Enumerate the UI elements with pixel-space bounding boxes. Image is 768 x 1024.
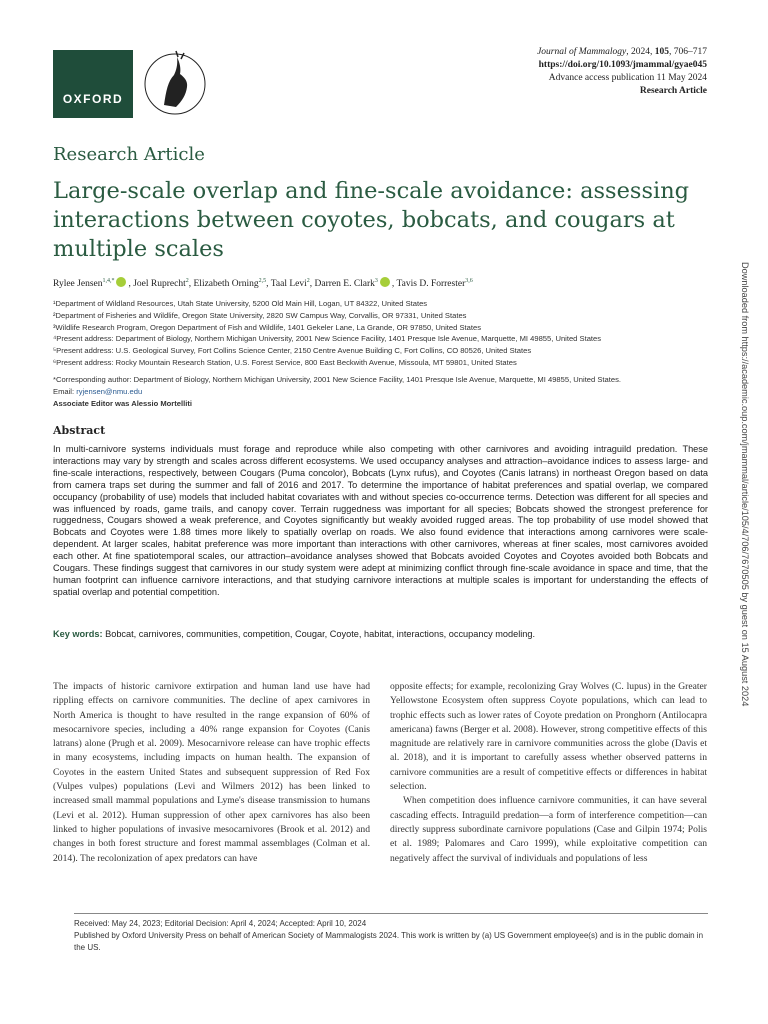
author-name: Rylee Jensen [53,279,103,290]
journal-meta [367,46,707,98]
affiliation-line: ²Department of Fisheries and Wildlife, Oregon State University, 2820 SW Campus Way, Corvallis, OR 97331, United States [53,310,467,320]
author-separator: , [391,279,397,290]
author-name: Elizabeth Orning [193,279,259,290]
doi-link[interactable]: https://doi.org/10.1093/jmammal/gyae045 [538,60,707,70]
abstract-text: In multi-carnivore systems individuals must forage and reproduce while also competing with other carnivores and avoiding intraguild predation. These interactions may vary by strength and scales across different ecosystems. We used occupancy analyses and attraction–avoidance indices to assess large- and fine-scale interactions, respectively, between Cougars (Puma concolor), Bobcats (Lynx rufus), and Coyotes (Canis latrans) in northeast Oregon based on data from camera traps set during the summer and fall of 2016 and 2017. To determine the importance of habitat preferences and spatial overlap, we compared occupancy (probability of use) models that included habitat covariates with and without species co-occurrence terms. Detection was different for all species and was influenced by roads, game trails, and canopy cover. Terrain ruggedness was important for all species; Bobcats showed the strongest preference for ruggedness, Cougars showed a weak preference, and Coyotes significantly but weakly avoided rugged areas. The top probability of use model showed that Bobcats and Coyotes were 1.88 times more likely to spatially overlap on roads. We also found evidence that interactions among carnivores were scale-dependent. At larger scales, habitat preference was more important than interactions with other carnivores, whereas at finer scales, most carnivores avoided each other. At fine spatiotemporal scales, our attraction–avoidance analyses showed that Bobcats avoided Coyotes and Coyotes avoided both Bobcats and Cougars. These findings suggest that carnivores in our study system were adept at minimizing conflict through fine-scale avoidance in space and time, that the human footprint can influence carnivore interactions, and that studying carnivore interactions at multiple scales is important for understanding the effects of spatial overlap and potential competition. [53,444,708,597]
email-link[interactable]: ryjensen@nmu.edu [76,386,143,396]
author-separator: , [188,279,194,290]
author [315,279,397,289]
author-affiliation-marker: 1,4,* [102,278,115,284]
affiliation-line: ⁶Present address: Rocky Mountain Research Station, U.S. Forest Service, 800 East Beckwith Avenue, Missoula, MT 59801, United States [53,357,517,367]
author-affiliation-marker: 2,5 [258,278,267,284]
download-watermark: Downloaded from https://academic.oup.com/jmammal/article/105/4/706/7670505 by guest on 15 August 2024 [740,262,750,707]
affiliation-line: ¹Department of Wildland Resources, Utah State University, 5200 Old Main Hill, Logan, UT 84322, United States [53,299,428,308]
advance-access: Advance access publication 11 May 2024 [548,73,707,83]
author-name: Joel Ruprecht [133,279,186,290]
author [53,279,133,289]
author-separator: , [266,279,271,290]
article-title: Large-scale overlap and fine-scale avoidance: assessing interactions between coyotes, bobcats, and cougars at multiple scales [53,178,690,262]
author-name: Tavis D. Forrester [396,279,466,290]
author-separator: , [128,279,134,290]
body-paragraph: The impacts of historic carnivore extirpation and human land use have had rippling effects on carnivore communities. The decline of apex carnivores in North America is thought to have resulted in the range expansion of 60% of mesocarnivore species, including a 40% range expansion for Coyotes (Canis latrans) alone (Prugh et al. 2009). Mesocarnivore release can have trophic effects in many ecosystems, including impacts on human health. The expansion of Coyotes in the eastern United States and subsequent suppression of Red Fox (Vulpes vulpes) populations (Levi and Wilmers 2012) has been linked to increased small mammal populations and Lyme's disease transmission to humans (Levi et al. 2012). Human suppression of other apex carnivores has also been linked to higher populations of invasive mesocarnivores (Brook et al. 2012) and changes in both forest structure and forest mammal assemblages (Colman et al. 2014). The recolonization of apex predators can have [53,681,370,864]
footer [74,918,708,954]
author [397,279,473,289]
pronghorn-seal-icon [140,47,210,121]
associate-editor: Associate Editor was Alessio Mortelliti [53,398,192,408]
affiliations [53,298,713,369]
orcid-icon[interactable] [116,277,126,287]
keywords [53,628,708,640]
journal-name: Journal of Mammalogy [537,47,627,57]
author-name: Taal Levi [270,279,307,290]
author-affiliation-marker: 3 [374,278,378,284]
society-logo [140,47,210,121]
affiliation-line: ⁴Present address: Department of Biology, Northern Michigan University, 2001 New Science Facility, 1401 Presque Isle Avenue, Marquette, MI 49855, United States [53,334,602,344]
author [271,279,315,289]
email-label: Email: [53,386,77,396]
footer-dates: Received: May 24, 2023; Editorial Decision: April 4, 2024; Accepted: April 10, 2024 [74,919,367,928]
journal-volume: 105 [654,47,669,57]
corresponding-author [53,374,713,409]
author-affiliation-marker: 2 [306,278,310,284]
author-name: Darren E. Clark [314,279,375,290]
footer-license: Published by Oxford University Press on behalf of American Society of Mammalogists 2024. This work is written by (a) US Government employee(s) and is in the public domain in the US. [74,931,704,952]
author [133,279,193,289]
keywords-text: Bobcat, carnivores, communities, competition, Cougar, Coyote, habitat, interactions, occupancy modeling. [102,629,536,639]
affiliation-line: ³Wildlife Research Program, Oregon Department of Fish and Wildlife, 1401 Gekeler Lane, La Grande, OR 97850, United States [53,322,481,332]
orcid-icon[interactable] [380,277,390,287]
body-column-left [53,680,370,866]
affiliation-line: ⁵Present address: U.S. Geological Survey, Fort Collins Science Center, 2150 Centre Avenue Building C, Fort Collins, CO 80526, United States [53,346,532,356]
corresponding-text: *Corresponding author: Department of Biology, Northern Michigan University, 2001 New Science Facility, 1401 Presque Isle Avenue, Marquette, MI 49855, United States. [53,375,622,384]
keywords-label: Key words: [53,629,103,639]
oxford-logo-text: OXFORD [62,92,124,106]
abstract-heading: Abstract [53,424,106,437]
journal-pages: , 706–717 [669,47,707,57]
body-paragraph: When competition does influence carnivore communities, it can have several cascading effects. Intraguild predation—a form of interference competition—can directly suppress subordinate carnivore populations (Case and Gilpin 1974; Polis et al. 1989; Palomares and Caro 1999), while exploitative competition can negatively affect the survival of individuals and populations of less [390,795,707,864]
author [194,279,271,289]
author-affiliation-marker: 2 [185,278,189,284]
author-affiliation-marker: 3,6 [465,278,473,284]
article-type-small: Research Article [639,86,707,96]
journal-year: , 2024, [626,47,655,57]
author-separator: , [309,279,315,290]
oxford-logo [53,50,133,118]
email-line [53,386,713,398]
body-column-right [390,680,707,866]
body-paragraph: opposite effects; for example, recolonizing Gray Wolves (C. lupus) in the Greater Yellowstone Ecosystem often suppress Coyote populations, which can lead to trophic effects such as lower rates of Coyote predation on Pronghorn (Antilocapra americana) fawns (Berger et al. 2008). However, strong competitive effects of this magnitude are relatively rare in carnivore communities across the globe (Davis et al. 2018), and it is important to carefully assess whether observed patterns in carnivore communities are a result of competitive effects or differences in habitat selection. [390,681,707,793]
author-list [53,275,713,291]
journal-citation [367,46,707,59]
article-type-heading: Research Article [53,144,205,165]
footer-divider [74,913,708,914]
